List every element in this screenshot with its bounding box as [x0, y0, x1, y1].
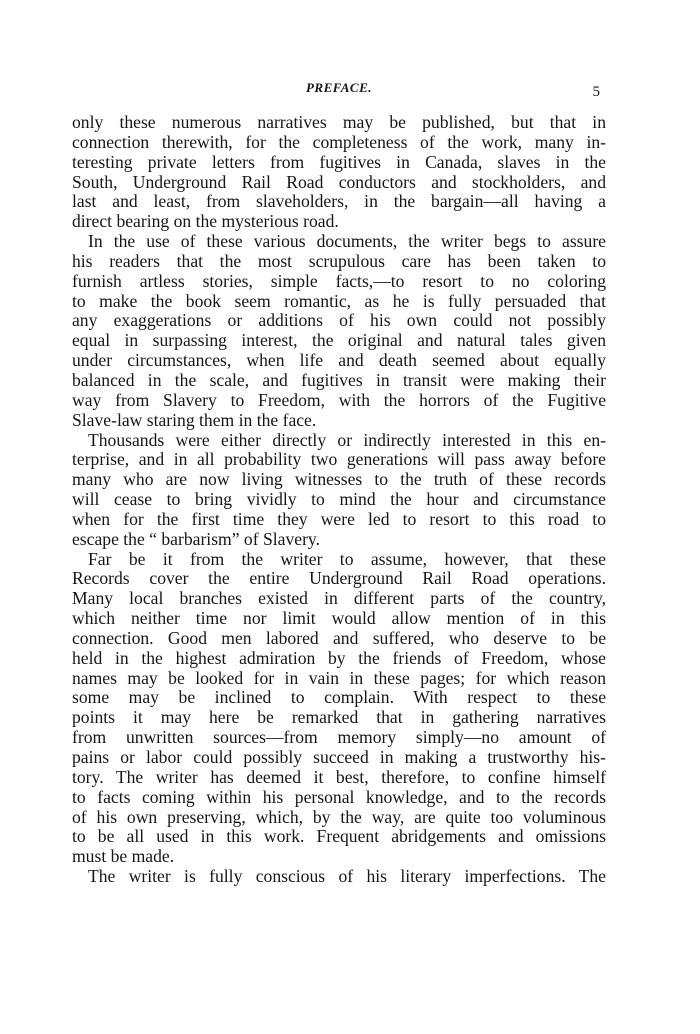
text-line: Slave-law staring them in the face.: [72, 409, 317, 430]
running-head: [72, 80, 606, 102]
text-line: of his own preserving, which, by the way, are quite too voluminous: [72, 806, 606, 827]
text-line: from unwritten sources—from memory simply—no amount of: [72, 727, 606, 748]
text-line: under circumstances, when life and death seemed about equally: [72, 350, 606, 371]
text-line: equal in surpassing interest, the original and natural tales given: [72, 330, 606, 351]
text-line: South, Underground Rail Road conductors and stockholders, and: [72, 171, 606, 192]
text-line: way from Slavery to Freedom, with the horrors of the Fugitive: [72, 389, 606, 410]
text-line: Many local branches existed in different parts of the country,: [72, 588, 606, 609]
paragraph: [72, 431, 606, 550]
text-line: The writer is fully conscious of his literary imperfections. The: [88, 866, 606, 887]
text-line: connection. Good men labored and suffered, who deserve to be: [72, 627, 606, 648]
body-text: [72, 113, 606, 887]
paragraph: [72, 232, 606, 430]
text-line: to make the book seem romantic, as he is fully persuaded that: [72, 290, 606, 311]
page-number: 5: [592, 84, 600, 100]
text-line: many who are now living witnesses to the truth of these records: [72, 469, 606, 490]
text-line: balanced in the scale, and fugitives in transit were making their: [72, 369, 606, 390]
text-line: escape the “ barbarism” of Slavery.: [72, 528, 320, 549]
text-line: connection therewith, for the completeness of the work, many in-: [72, 131, 606, 152]
text-line: names may be looked for in vain in these pages; for which reason: [72, 667, 606, 688]
text-line: In the use of these various documents, the writer begs to assure: [88, 231, 606, 252]
text-line: direct bearing on the mysterious road.: [72, 211, 339, 232]
paragraph: [72, 113, 606, 232]
text-line: pains or labor could possibly succeed in making a trustworthy his-: [72, 747, 606, 767]
text-line: Far be it from the writer to assume, however, that these: [88, 548, 606, 569]
text-line: to be all used in this work. Frequent abridgements and omissions: [72, 826, 606, 847]
text-line: Thousands were either directly or indirectly interested in this en-: [88, 429, 606, 450]
text-line: will cease to bring vividly to mind the hour and circumstance: [72, 489, 606, 510]
paragraph: [72, 867, 606, 887]
text-line: points it may here be remarked that in gathering narratives: [72, 707, 606, 728]
text-line: some may be inclined to complain. With respect to these: [72, 687, 606, 708]
text-line: only these numerous narratives may be published, but that in: [72, 112, 606, 132]
text-line: Records cover the entire Underground Rail Road operations.: [72, 568, 606, 589]
text-line: must be made.: [72, 846, 175, 867]
text-line: tory. The writer has deemed it best, therefore, to confine himself: [72, 766, 606, 787]
text-line: terprise, and in all probability two generations will pass away before: [72, 449, 606, 470]
text-line: held in the highest admiration by the friends of Freedom, whose: [72, 647, 606, 668]
text-line: any exaggerations or additions of his own could not possibly: [72, 310, 606, 331]
text-line: which neither time nor limit would allow mention of in this: [72, 608, 606, 629]
text-line: teresting private letters from fugitives in Canada, slaves in the: [72, 151, 606, 172]
running-title: PREFACE.: [305, 80, 373, 95]
text-line: to facts coming within his personal knowledge, and to the records: [72, 786, 606, 807]
text-line: his readers that the most scrupulous care has been taken to: [72, 250, 606, 271]
text-line: last and least, from slaveholders, in the bargain—all having a: [72, 191, 606, 212]
paragraph: [72, 550, 606, 868]
text-line: when for the first time they were led to resort to this road to: [72, 508, 606, 529]
text-line: furnish artless stories, simple facts,—to resort to no coloring: [72, 270, 606, 291]
